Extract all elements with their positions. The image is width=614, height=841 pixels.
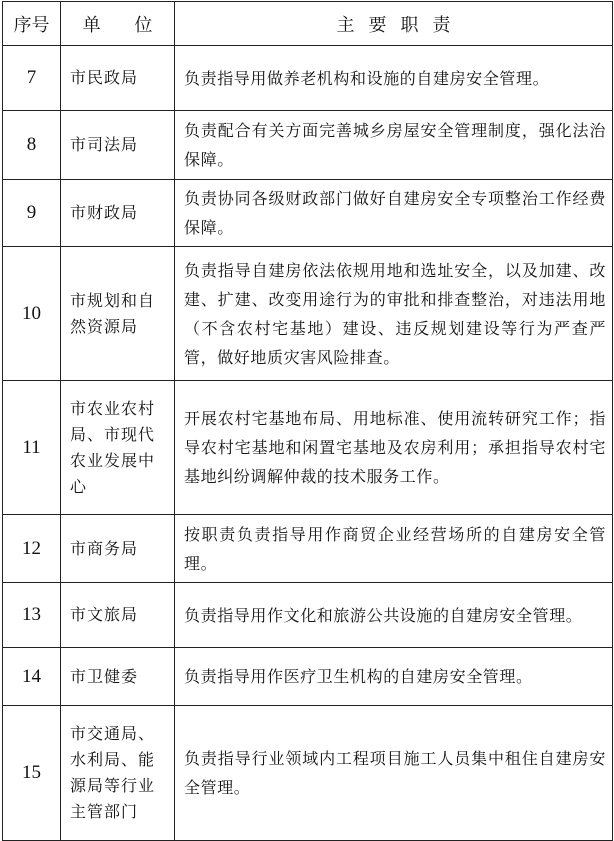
row-number: 7 <box>3 46 61 111</box>
row-unit: 市交通局、水利局、能源局等行业主管部门 <box>61 706 175 841</box>
row-number: 14 <box>3 648 61 706</box>
row-unit: 市司法局 <box>61 111 175 180</box>
row-duty: 负责指导用作文化和旅游公共设施的自建房安全管理。 <box>175 583 613 648</box>
row-duty: 负责指导用做养老机构和设施的自建房安全管理。 <box>175 46 613 111</box>
row-unit: 市农业农村局、市现代农业发展中心 <box>61 381 175 515</box>
table-header-row <box>3 2 613 46</box>
row-unit: 市财政局 <box>61 180 175 247</box>
responsibility-table <box>2 1 613 841</box>
row-duty: 开展农村宅基地布局、用地标准、使用流转研究工作；指导农村宅基地和闲置宅基地及农房利用；承担指导农村宅基地纠纷调解仲裁的技术服务工作。 <box>175 381 613 515</box>
row-number: 8 <box>3 111 61 180</box>
row-unit: 市卫健委 <box>61 648 175 706</box>
row-number: 9 <box>3 180 61 247</box>
row-number: 13 <box>3 583 61 648</box>
header-unit: 单 位 <box>61 2 175 46</box>
row-duty: 负责配合有关方面完善城乡房屋安全管理制度，强化法治保障。 <box>175 111 613 180</box>
table-row <box>3 706 613 841</box>
row-duty: 负责指导用作医疗卫生机构的自建房安全管理。 <box>175 648 613 706</box>
row-number: 15 <box>3 706 61 841</box>
row-number: 12 <box>3 515 61 583</box>
table-row <box>3 515 613 583</box>
header-serial-number: 序号 <box>3 2 61 46</box>
table-row <box>3 648 613 706</box>
row-number: 10 <box>3 247 61 381</box>
row-unit: 市商务局 <box>61 515 175 583</box>
row-duty: 按职责负责指导用作商贸企业经营场所的自建房安全管理。 <box>175 515 613 583</box>
table-row <box>3 46 613 111</box>
table-row <box>3 381 613 515</box>
row-duty: 负责指导自建房依法依规用地和选址安全，以及加建、改建、扩建、改变用途行为的审批和排查整治，对违法用地（不含农村宅基地）建设、违反规划建设等行为严查严管，做好地质灾害风险排查。 <box>175 247 613 381</box>
row-unit: 市规划和自然资源局 <box>61 247 175 381</box>
table-row <box>3 180 613 247</box>
table-row <box>3 583 613 648</box>
row-duty: 负责指导行业领域内工程项目施工人员集中租住自建房安全管理。 <box>175 706 613 841</box>
row-unit: 市民政局 <box>61 46 175 111</box>
row-duty: 负责协同各级财政部门做好自建房安全专项整治工作经费保障。 <box>175 180 613 247</box>
row-number: 11 <box>3 381 61 515</box>
header-main-duties: 主要职责 <box>175 2 613 46</box>
table-row <box>3 111 613 180</box>
table-row <box>3 247 613 381</box>
row-unit: 市文旅局 <box>61 583 175 648</box>
